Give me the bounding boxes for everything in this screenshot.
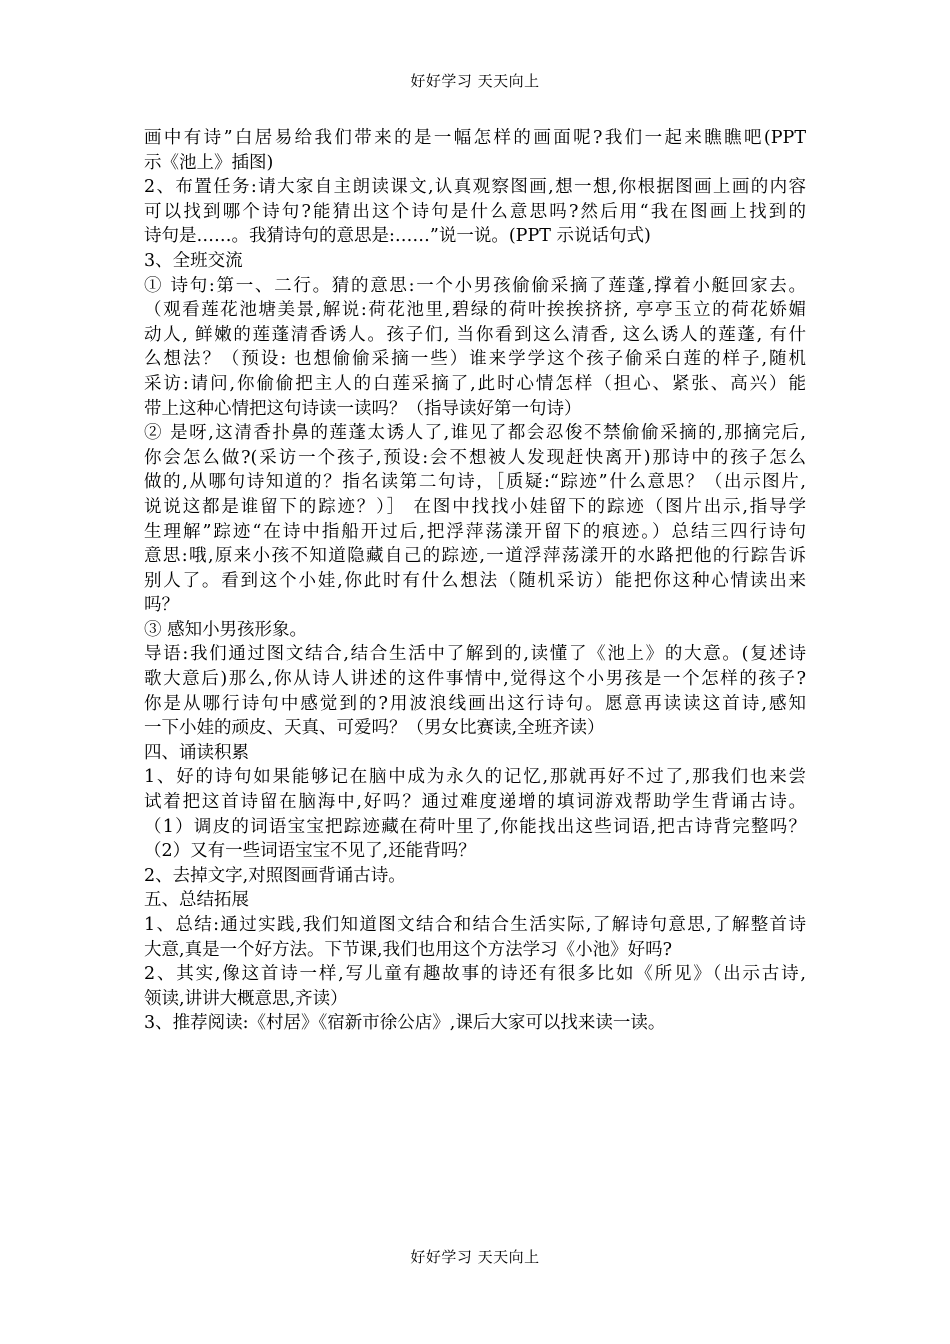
document-body — [144, 126, 806, 1036]
text-line: 你是从哪行诗句中感觉到的?用波浪线画出这行诗句。愿意再读读这首诗,感知 — [144, 693, 806, 714]
text-line: ① 诗句:第一、二行。猜的意思:一个小男孩偷偷采摘了莲蓬,撑着小艇回家去。 — [144, 275, 806, 296]
text-line: 导语:我们通过图文结合,结合生活中了解到的,读懂了《池上》的大意。(复述诗 — [144, 644, 806, 665]
text-line: 2、去掉文字,对照图画背诵古诗。 — [144, 865, 406, 886]
text-line: 动人, 鲜嫩的莲蓬清香诱人。孩子们, 当你看到这么清香, 这么诱人的莲蓬, 有什 — [144, 324, 806, 345]
text-line: 画中有诗”白居易给我们带来的是一幅怎样的画面呢?我们一起来瞧瞧吧(PPT — [144, 128, 806, 148]
text-line: 说说这都是谁留下的踪迹？）］ 在图中找找小娃留下的踪迹（图片出示,指导学 — [144, 496, 806, 517]
text-line: 2、布置任务:请大家自主朗读课文,认真观察图画,想一想,你根据图画上画的内容 — [144, 177, 806, 198]
text-line: 1、好的诗句如果能够记在脑中成为永久的记忆,那就再好不过了,那我们也来尝 — [144, 767, 806, 788]
text-line: 做的,从哪句诗知道的？指名读第二句诗，［质疑:“踪迹”什么意思？（出示图片, — [144, 472, 806, 493]
text-line: 吗？ — [144, 595, 179, 616]
text-line: 示《池上》插图) — [144, 152, 274, 173]
section-heading: 四、诵读积累 — [144, 742, 249, 763]
page-footer: 好好学习 天天向上 — [410, 1248, 540, 1266]
text-line: 带上这种心情把这句诗读一读吗？（指导读好第一句诗） — [144, 398, 582, 419]
text-line: ② 是呀,这清香扑鼻的莲蓬太诱人了,谁见了都会忍俊不禁偷偷采摘的,那摘完后, — [144, 423, 806, 444]
text-line: 别人了。看到这个小娃,你此时有什么想法（随机采访）能把你这种心情读出来 — [144, 570, 806, 591]
text-line: （2）又有一些词语宝宝不见了,还能背吗？ — [144, 841, 476, 862]
section-heading: 3、全班交流 — [144, 250, 243, 271]
text-line: 意思:哦,原来小孩不知道隐藏自己的踪迹,一道浮萍荡漾开的水路把他的行踪告诉 — [144, 546, 806, 567]
text-line: 么想法？（预设: 也想偷偷采摘一些）谁来学学这个孩子偷采白莲的样子,随机 — [144, 349, 806, 370]
text-line: 3、推荐阅读:《村居》《宿新市徐公店》,课后大家可以找来读一读。 — [144, 1013, 666, 1034]
text-line: 你会怎么做?(采访一个孩子,预设:会不想被人发现赶快离开)那诗中的孩子怎么 — [144, 447, 806, 468]
text-line: 歌大意后)那么,你从诗人讲述的这件事情中,觉得这个小男孩是一个怎样的孩子? — [144, 669, 806, 690]
text-line: （1）调皮的词语宝宝把踪迹藏在荷叶里了,你能找出这些词语,把古诗背完整吗？ — [144, 816, 806, 837]
text-line: 领读,讲讲大概意思,齐读） — [144, 988, 348, 1009]
page-header: 好好学习 天天向上 — [410, 72, 540, 90]
text-line: 大意,真是一个好方法。下节课,我们也用这个方法学习《小池》好吗? — [144, 939, 673, 960]
text-line: 采访:请问,你偷偷把主人的白莲采摘了,此时心情怎样（担心、紧张、高兴）能 — [144, 373, 806, 394]
text-line: （观看莲花池塘美景,解说:荷花池里,碧绿的荷叶挨挨挤挤, 亭亭玉立的荷花娇媚 — [144, 300, 806, 321]
section-heading: 五、总结拓展 — [144, 890, 249, 911]
text-line: 可以找到哪个诗句?能猜出这个诗句是什么意思吗?然后用“我在图画上找到的 — [144, 201, 806, 222]
text-line: 生理解”踪迹“在诗中指船开过后,把浮萍荡漾开留下的痕迹。）总结三四行诗句 — [144, 521, 806, 542]
text-line: 诗句是……。我猜诗句的意思是:……”说一说。(PPT 示说话句式) — [144, 226, 651, 247]
text-line: 2、其实,像这首诗一样,写儿童有趣故事的诗还有很多比如《所见》（出示古诗, — [144, 964, 806, 985]
text-line: 试着把这首诗留在脑海中,好吗？通过难度递增的填词游戏帮助学生背诵古诗。 — [144, 792, 806, 813]
text-line: 1、总结:通过实践,我们知道图文结合和结合生活实际,了解诗句意思,了解整首诗 — [144, 915, 806, 935]
text-line: 一下小娃的顽皮、天真、可爱吗？（男女比赛读,全班齐读） — [144, 718, 605, 739]
text-line: ③ 感知小男孩形象。 — [144, 619, 308, 640]
